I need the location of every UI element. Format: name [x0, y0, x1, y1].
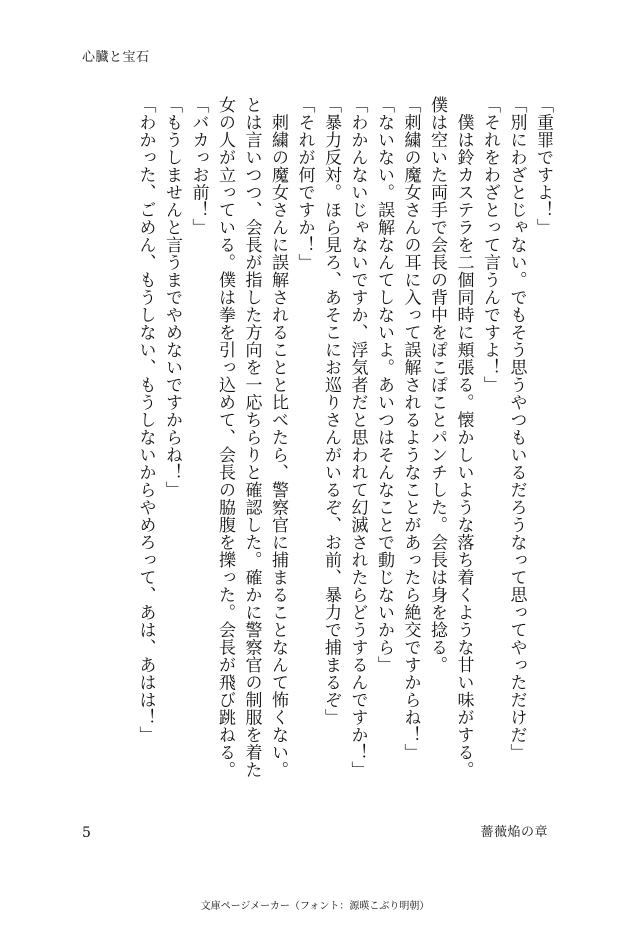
- text-line: とは言いつつ、会長が指した方向を一応ちらりと確認した。確かに警察官の制服を着た: [241, 96, 262, 779]
- text-line: 僕は空いた両手で会長の背中をぽこぽことパンチした。会長は身を捻る。: [427, 96, 447, 674]
- page-number: 5: [82, 825, 91, 841]
- text-line: 「わかった、ごめん、もうしない、もうしないからやめろって、あは、あはは！」: [135, 96, 156, 744]
- text-line: 「別にわざとじゃない。でもそう思うやつもいるだろうなって思ってやっただけだ」: [506, 96, 527, 761]
- text-line: 女の人が立っている。僕は拳を引っ込めて、会長の脇腹を擽った。会長が飛び跳ねる。: [215, 96, 235, 779]
- text-line: 「もうしませんと言うまでやめないですからね！」: [162, 96, 182, 499]
- chapter-title: 薔薇焔の章: [480, 825, 548, 840]
- text-line: 「それが何ですか！」: [294, 96, 315, 271]
- text-line: 「バカっお前！」: [188, 96, 209, 236]
- text-line: 僕は鈴カステラを二個同時に頬張る。懐かしいような落ち着くような甘い味がする。: [453, 96, 474, 779]
- text-line: 刺繍の魔女さんに誤解されることと比べたら、警察官に捕まることなんて怖くない。: [268, 96, 288, 779]
- text-line: 「重罪ですよ！」: [533, 96, 553, 236]
- text-line: 「刺繍の魔女さんの耳に入って誤解されるようなことがあったら絶交ですからね！」: [400, 96, 421, 761]
- footer-credit: 文庫ページメーカー（フォント：源暎こぶり明朝）: [200, 901, 430, 912]
- running-title: 心臓と宝石: [82, 50, 150, 65]
- text-line: 「ないない。誤解なんてしないよ。あいつはそんなことで動じないから」: [374, 96, 394, 674]
- body-text: [80, 96, 556, 796]
- text-line: 「それをわざとって言うんですよ！」: [480, 96, 500, 394]
- text-line: 「わかんないじゃないですか、浮気者だと思われて幻滅されたらどうするんですか！」: [347, 96, 368, 779]
- text-line: 「暴力反対。ほら見ろ、あそこにお巡りさんがいるぞ、お前、暴力で捕まるぞ」: [321, 96, 341, 726]
